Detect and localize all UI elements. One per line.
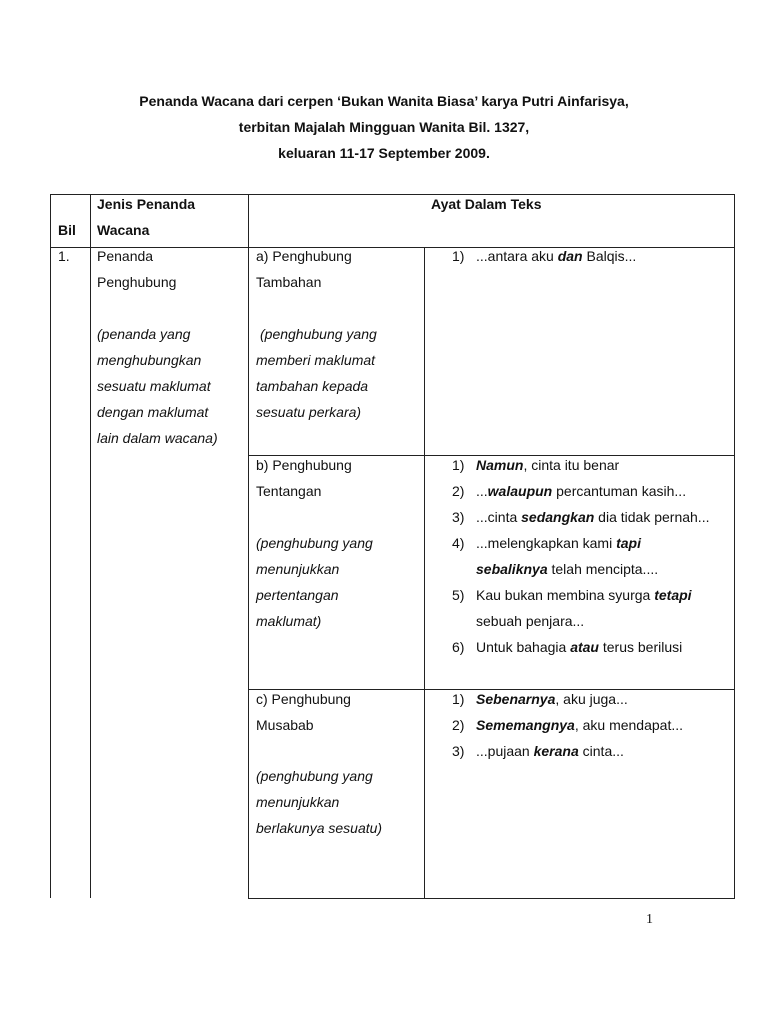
jenis-desc-4: dengan maklumat bbox=[97, 404, 209, 420]
list-item: sebaliknya telah mencipta.... bbox=[476, 561, 659, 577]
sub-c-desc-2: menunjukkan bbox=[256, 794, 340, 810]
table-left-border bbox=[50, 194, 51, 898]
sub-a-desc-1: (penghubung yang bbox=[260, 326, 377, 342]
list-item: 3) ...pujaan kerana cinta... bbox=[452, 743, 624, 759]
list-item: 1) ...antara aku dan Balqis... bbox=[452, 248, 637, 264]
sub-c-items bbox=[452, 686, 734, 764]
title-line-2: terbitan Majalah Mingguan Wanita Bil. 1327, bbox=[238, 119, 530, 135]
list-item: 2) Sememangnya, aku mendapat... bbox=[452, 717, 684, 733]
sub-a-desc-2: memberi maklumat bbox=[256, 352, 376, 368]
list-item: 4) ...melengkapkan kami tapi bbox=[452, 535, 641, 551]
sub-a-desc-3: tambahan kepada bbox=[256, 378, 369, 394]
sub-b-items bbox=[452, 452, 734, 660]
list-item: 3) ...cinta sedangkan dia tidak pernah... bbox=[452, 509, 710, 525]
jenis-label-line1: Penanda bbox=[97, 248, 154, 264]
title-line-1: Penanda Wacana dari cerpen ‘Bukan Wanita Biasa’ karya Putri Ainfarisya, bbox=[139, 93, 629, 109]
sub-b-desc-2: menunjukkan bbox=[256, 561, 340, 577]
list-item: 1) Namun, cinta itu benar bbox=[452, 457, 620, 473]
jenis-desc-2: menghubungkan bbox=[97, 352, 202, 368]
sub-a-desc-4: sesuatu perkara) bbox=[256, 404, 362, 420]
sub-c-desc-3: berlakunya sesuatu) bbox=[256, 820, 383, 836]
sub-c-desc-1: (penghubung yang bbox=[256, 768, 373, 784]
sub-b-label-1: b) Penghubung bbox=[256, 457, 352, 473]
list-item: 1) Sebenarnya, aku juga... bbox=[452, 691, 628, 707]
list-item: sebuah penjara... bbox=[476, 613, 585, 629]
list-item: 6) Untuk bahagia atau terus berilusi bbox=[452, 639, 683, 655]
list-item: 5) Kau bukan membina syurga tetapi bbox=[452, 587, 692, 603]
jenis-desc-1: (penanda yang bbox=[97, 326, 191, 342]
sub-b-desc-4: maklumat) bbox=[256, 613, 322, 629]
sub-a-items bbox=[452, 243, 734, 269]
header-ayat: Ayat Dalam Teks bbox=[431, 196, 542, 212]
sub-b-desc-3: pertentangan bbox=[256, 587, 339, 603]
list-item: 2) ...walaupun percantuman kasih... bbox=[452, 483, 687, 499]
sub-a-label-1: a) Penghubung bbox=[256, 248, 352, 264]
page-number: 1 bbox=[646, 912, 653, 927]
table-right-border bbox=[734, 194, 735, 898]
row-bottom-c bbox=[248, 898, 735, 899]
row-bil-number: 1. bbox=[58, 248, 70, 264]
sub-b-label-2: Tentangan bbox=[256, 483, 322, 499]
sub-b-desc-1: (penghubung yang bbox=[256, 535, 373, 551]
sub-c-label-1: c) Penghubung bbox=[256, 691, 351, 707]
sub-a-label-2: Tambahan bbox=[256, 274, 322, 290]
col-divider-bil bbox=[90, 194, 91, 898]
jenis-desc-3: sesuatu maklumat bbox=[97, 378, 211, 394]
document-title bbox=[0, 88, 768, 166]
jenis-label-line2: Penghubung bbox=[97, 274, 177, 290]
header-jenis-line2: Wacana bbox=[97, 222, 150, 238]
title-line-3: keluaran 11-17 September 2009. bbox=[278, 145, 490, 161]
header-jenis-line1: Jenis Penanda bbox=[97, 196, 196, 212]
sub-c-label-2: Musabab bbox=[256, 717, 314, 733]
header-bil: Bil bbox=[58, 222, 76, 238]
col-divider-sub bbox=[424, 247, 425, 898]
col-divider-jenis bbox=[248, 194, 249, 898]
jenis-desc-5: lain dalam wacana) bbox=[97, 430, 218, 446]
